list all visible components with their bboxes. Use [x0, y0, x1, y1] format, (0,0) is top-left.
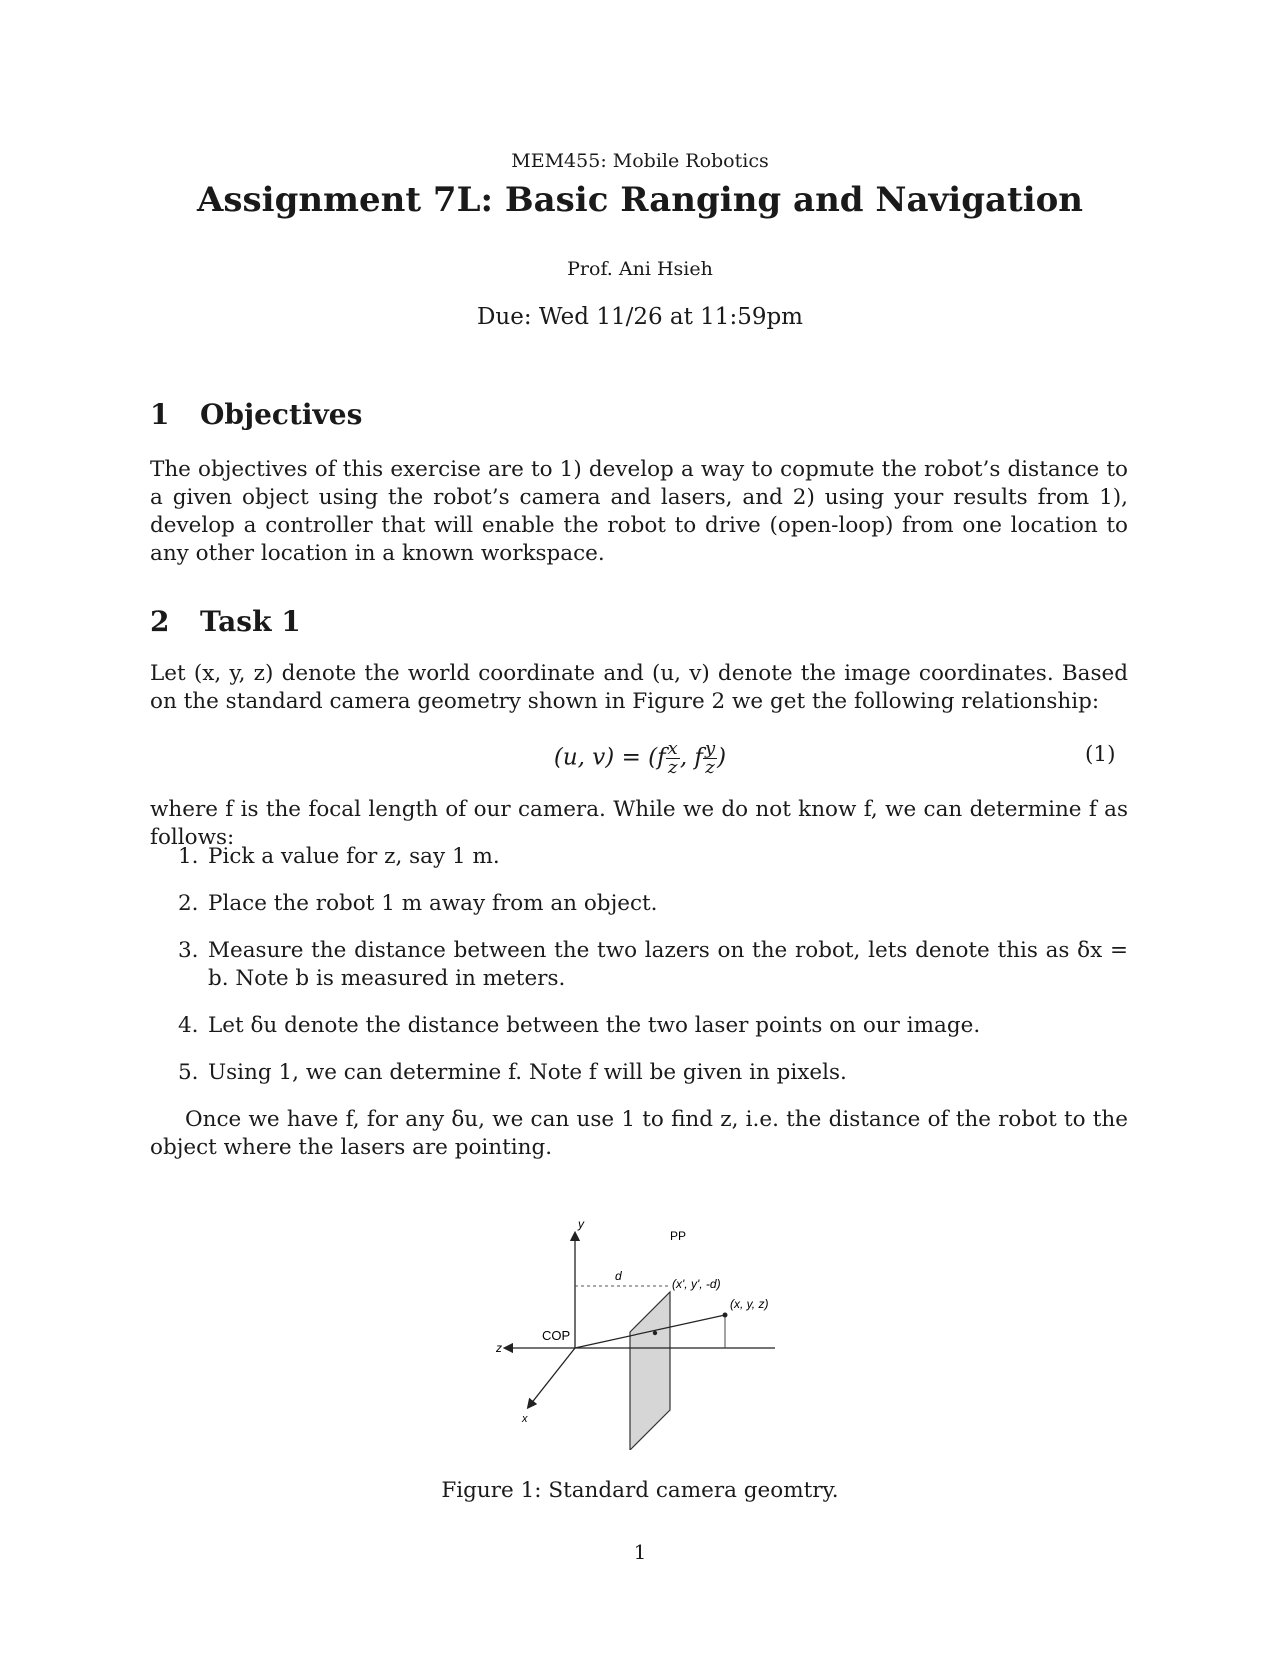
section-number: 2 — [150, 605, 170, 638]
author: Prof. Ani Hsieh — [567, 258, 713, 280]
course-name: MEM455: Mobile Robotics — [511, 150, 769, 172]
equation-rhs: ) — [717, 744, 727, 771]
list-item-text: Place the robot 1 m away from an object. — [208, 891, 658, 916]
section-heading-task1 — [150, 605, 301, 638]
section-number: 1 — [150, 398, 170, 431]
fraction-numerator: x — [667, 738, 678, 759]
list-item-text: Using 1, we can determine f. Note f will be given in pixels. — [208, 1060, 847, 1085]
list-item-number: 4. — [178, 1013, 199, 1038]
section-title: Objectives — [200, 398, 363, 431]
due-date: Due: Wed 11/26 at 11:59pm — [476, 304, 803, 330]
image-plane — [630, 1292, 670, 1450]
page-number: 1 — [633, 1540, 647, 1564]
section-heading-objectives — [150, 398, 362, 431]
list-item-text: Let δu denote the distance between the two laser points on our image. — [208, 1013, 981, 1038]
list-item-number: 1. — [178, 844, 199, 869]
section-title: Task 1 — [200, 605, 301, 638]
fraction-numerator: y — [704, 738, 716, 759]
closing-paragraph: Once we have f, for any δu, we can use 1 to find z, i.e. the distance of the robot to the object where the lasers are pointing. — [150, 1107, 1128, 1160]
label-pp: PP — [670, 1229, 687, 1243]
fraction-denominator: z — [705, 757, 715, 778]
label-z: z — [496, 1341, 502, 1355]
task1-intro-paragraph: Let (x, y, z) denote the world coordinate and (u, v) denote the image coordinates. Based on the standard camera geometry shown in Figure 2 we get the following relationship: — [150, 661, 1128, 714]
objectives-paragraph: The objectives of this exercise are to 1) develop a way to copmute the robot’s distance to a given object using the robot’s camera and lasers, and 2) using your results from 1), develop a controller that will enable the robot to drive (open-loop) from one location to any other location in a known workspace. — [150, 457, 1128, 566]
x-axis — [530, 1348, 575, 1405]
equation-mid: , f — [679, 744, 703, 771]
after-equation-paragraph: where f is the focal length of our camera. While we do not know f, we can determine f as follows: — [150, 797, 1128, 850]
label-y: y — [578, 1217, 584, 1231]
image-point — [653, 1331, 657, 1335]
list-item-text: Pick a value for z, say 1 m. — [208, 844, 500, 869]
camera-geometry-figure — [490, 1210, 810, 1450]
list-item-text: Measure the distance between the two lazers on the robot, lets denote this as δx = b. Note b is measured in meters. — [208, 938, 1128, 991]
figure-caption: Figure 1: Standard camera geomtry. — [441, 1478, 839, 1503]
list-item-number: 3. — [178, 938, 199, 963]
label-image-point: (x', y', -d) — [672, 1277, 721, 1291]
fraction-y-over-z — [703, 740, 717, 777]
page-title: Assignment 7L: Basic Ranging and Navigation — [196, 180, 1084, 220]
label-x: x — [522, 1413, 528, 1425]
equation-lhs: (u, v) = (f — [553, 744, 666, 771]
label-d: d — [615, 1269, 622, 1283]
list-item-number: 2. — [178, 891, 199, 916]
list-item-number: 5. — [178, 1060, 199, 1085]
fraction-x-over-z — [666, 740, 680, 777]
world-point — [723, 1313, 728, 1318]
equation-number: (1) — [1085, 742, 1116, 767]
label-cop: COP — [542, 1328, 571, 1343]
fraction-denominator: z — [667, 757, 678, 778]
label-world-point: (x, y, z) — [730, 1297, 769, 1311]
